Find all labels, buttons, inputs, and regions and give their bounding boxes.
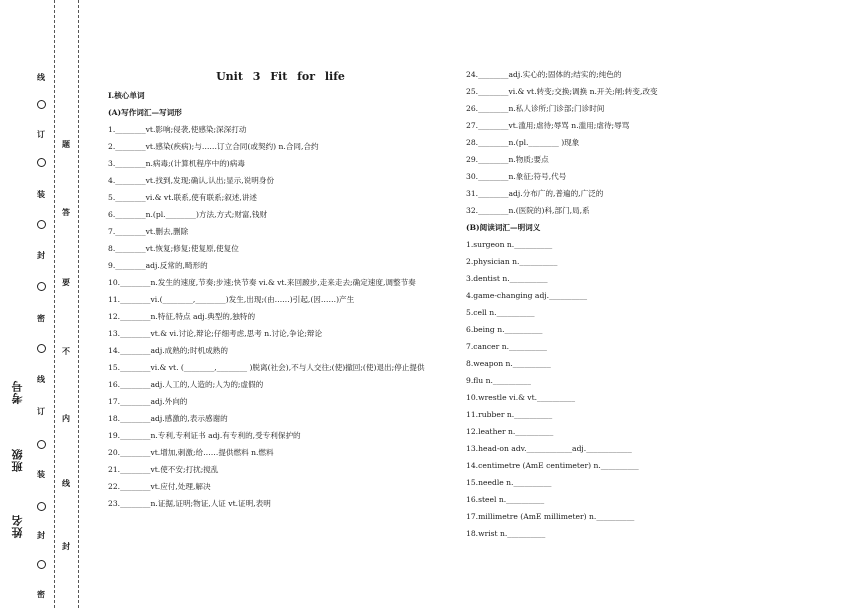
vocab-item: 6.________n.(pl.________)方法,方式;财富,钱财	[108, 210, 268, 219]
vocab-item: 30.________n.象征;符号,代号	[466, 172, 567, 181]
margin-char: 答	[62, 207, 70, 217]
margin-char: 线	[62, 478, 70, 488]
reading-item: 10.wrestle vi.& vt.__________	[466, 393, 576, 402]
right-column	[466, 66, 736, 542]
vocab-item: 26.________n.私人诊所;门诊部;门诊时间	[466, 104, 605, 113]
vocab-item: 3.________n.病毒;(计算机程序中的)病毒	[108, 159, 245, 168]
reading-item: 3.dentist n.__________	[466, 274, 548, 283]
binding-hole-icon	[37, 220, 46, 229]
vocab-item: 28.________n.(pl.________ )现象	[466, 138, 580, 147]
reading-item: 18.wrist n.__________	[466, 529, 546, 538]
vocab-item: 19.________n.专利,专利证书 adj.有专利的,受专利保护的	[108, 431, 301, 440]
margin-char: 封	[37, 530, 45, 540]
binding-hole-icon	[37, 502, 46, 511]
part-b-heading: (B)阅读词汇—明词义	[466, 223, 541, 232]
margin-char: 封	[37, 250, 45, 260]
vocab-item: 29.________n.物质;要点	[466, 155, 549, 164]
dashed-cut-line	[78, 0, 79, 608]
margin-char: 线	[37, 72, 45, 82]
margin-char: 密	[37, 313, 45, 323]
binding-hole-icon	[37, 282, 46, 291]
vocab-item: 7.________vt.删去,删除	[108, 227, 189, 236]
binding-hole-icon	[37, 344, 46, 353]
binding-margin	[0, 0, 95, 608]
binding-hole-icon	[37, 100, 46, 109]
vocab-item: 22.________vt.应付,处理,解决	[108, 482, 211, 491]
binding-hole-icon	[37, 158, 46, 167]
section-heading: Ⅰ.核心单词	[108, 91, 145, 100]
margin-char: 订	[37, 406, 45, 416]
margin-char: 装	[37, 189, 45, 199]
vocab-item: 32.________n.(医院的)科,部门,局,系	[466, 206, 590, 215]
vocab-item: 8.________vt.恢复;修复;使复原,使复位	[108, 244, 239, 253]
vocab-item: 20.________vt.增加,刺激;给……提供燃料 n.燃料	[108, 448, 274, 457]
vocab-item: 25.________vi.& vt.转变;交换;调换 n.开关;闸;转变,改变	[466, 87, 658, 96]
reading-item: 17.millimetre (AmE millimeter) n.__________	[466, 512, 635, 521]
reading-item: 4.game-changing adj.__________	[466, 291, 588, 300]
vocab-item: 23.________n.证据,证明;物证,人证 vt.证明,表明	[108, 499, 271, 508]
vocab-item: 15.________vi.& vt. (________,________ )脱离(社会),不与人交往;(使)撤回;(使)退出;停止提供	[108, 363, 425, 372]
dashed-cut-line	[54, 0, 55, 608]
vocab-item: 17.________adj.外向的	[108, 397, 188, 406]
margin-char: 密	[37, 589, 45, 599]
reading-item: 11.rubber n.__________	[466, 410, 553, 419]
vocab-item: 5.________vi.& vt.联系,使有联系;叙述,讲述	[108, 193, 258, 202]
vocab-item: 16.________adj.人工的,人造的;人为的;虚假的	[108, 380, 264, 389]
vocab-item: 4.________vt.找到,发现;确认,认出;显示,说明身份	[108, 176, 275, 185]
reading-item: 5.cell n.__________	[466, 308, 535, 317]
vocab-item: 9.________adj.反常的,畸形的	[108, 261, 208, 270]
vocab-item: 2.________vt.感染(疾病);与……订立合同(或契约) n.合同,合约	[108, 142, 319, 151]
reading-item: 1.surgeon n.__________	[466, 240, 553, 249]
reading-item: 6.being n.__________	[466, 325, 543, 334]
reading-item: 12.leather n.__________	[466, 427, 554, 436]
margin-char: 要	[62, 277, 70, 287]
part-a-heading: (A)写作词汇—写词形	[108, 108, 182, 117]
reading-item: 16.steel n.__________	[466, 495, 545, 504]
vocab-item: 10.________n.发生的速度,节奏;步速;快节奏 vi.& vt.来回踱步,走来走去;确定速度,调整节奏	[108, 278, 416, 287]
margin-char: 不	[62, 346, 70, 356]
binding-hole-icon	[37, 560, 46, 569]
vocab-item: 11.________vi.(________,________)发生,出现;(由……)引起,(因……)产生	[108, 295, 355, 304]
reading-item: 14.centimetre (AmE centimeter) n.__________	[466, 461, 639, 470]
reading-item: 9.flu n.__________	[466, 376, 531, 385]
class-label: 班级	[11, 448, 24, 472]
left-column	[108, 87, 453, 512]
vocab-item: 24.________adj.实心的;固体的;结实的;纯色的	[466, 70, 622, 79]
vocab-item: 21.________vt.使不安;打扰;搅乱	[108, 465, 219, 474]
reading-item: 8.weapon n.__________	[466, 359, 551, 368]
margin-char: 订	[37, 129, 45, 139]
vocab-item: 27.________vt.滥用;虐待;辱骂 n.滥用;虐待;辱骂	[466, 121, 630, 130]
margin-char: 封	[62, 541, 70, 551]
page-title: Unit 3 Fit for life	[216, 70, 345, 83]
name-label: 姓名	[11, 514, 24, 538]
margin-char: 线	[37, 374, 45, 384]
exam-number-label: 考号	[11, 380, 24, 404]
vocab-item: 1.________vt.影响;侵袭,使感染;深深打动	[108, 125, 247, 134]
vocab-item: 13.________vt.& vi.讨论,辩论;仔细考虑,思考 n.讨论,争论;辩论	[108, 329, 323, 338]
vocab-item: 14.________adj.成熟的;时机成熟的	[108, 346, 228, 355]
vocab-item: 31.________adj.分布广的,普遍的,广泛的	[466, 189, 604, 198]
vocab-item: 18.________adj.感激的,表示感谢的	[108, 414, 228, 423]
reading-item: 13.head-on adv.____________adj.____________	[466, 444, 632, 453]
reading-item: 7.cancer n.__________	[466, 342, 547, 351]
vocab-item: 12.________n.特征,特点 adj.典型的,独特的	[108, 312, 256, 321]
reading-item: 2.physician n.__________	[466, 257, 558, 266]
margin-char: 装	[37, 469, 45, 479]
reading-item: 15.needle n.__________	[466, 478, 552, 487]
margin-char: 内	[62, 413, 70, 423]
margin-char: 题	[62, 139, 70, 149]
binding-hole-icon	[37, 440, 46, 449]
